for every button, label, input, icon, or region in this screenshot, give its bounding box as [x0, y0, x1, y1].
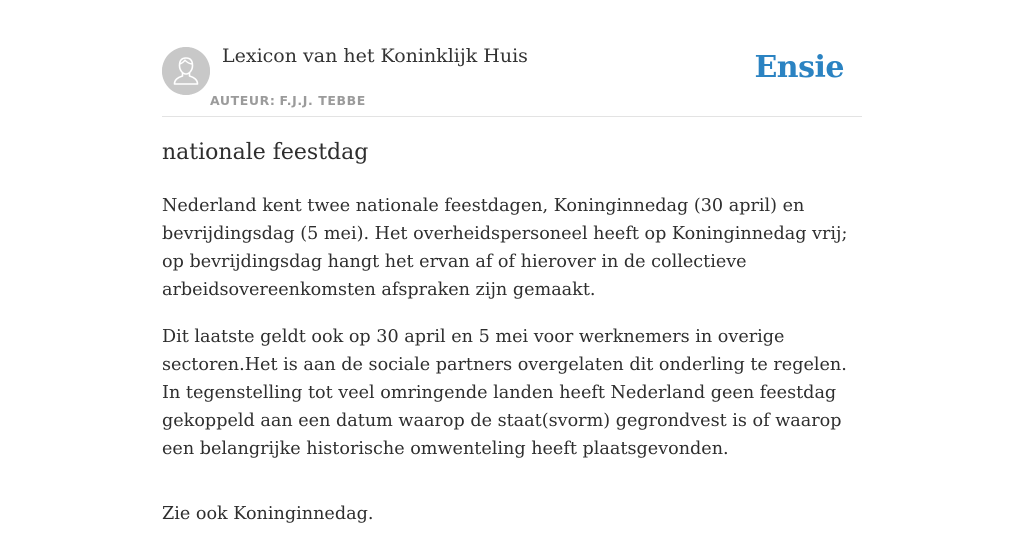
book-title[interactable]: Lexicon van het Koninklijk Huis [222, 45, 528, 67]
entry-title: nationale feestdag [162, 140, 369, 165]
ensie-logo[interactable]: Ensie [754, 50, 844, 85]
user-avatar-icon [162, 47, 210, 95]
entry-paragraph: Nederland kent twee nationale feestdagen, Koninginnedag (30 april) en bevrijdingsdag (5 mei). Het overheidspersoneel heeft op Koninginnedag vrij; op bevrijdingsdag hangt het ervan af of hierover in de collectieve arbeidsovereenkomsten afspraken zijn gemaakt. [162, 196, 848, 300]
author-label: AUTEUR: [210, 93, 276, 108]
see-also-suffix: . [367, 504, 374, 524]
see-also-prefix: Zie ook [162, 504, 234, 524]
see-also-link[interactable]: Koninginnedag [233, 504, 368, 524]
author-line [210, 93, 366, 108]
entry-header [162, 0, 862, 117]
page [162, 0, 862, 524]
entry-body [162, 192, 862, 547]
entry-paragraph: Dit laatste geldt ook op 30 april en 5 mei voor werknemers in overige sectoren.Het is aan de sociale partners overgelaten dit onderling te regelen. In tegenstelling tot veel omringende landen heeft Nederland geen feestdag gekoppeld aan een datum waarop de staat(svorm) gegrondvest is of waarop een belangrijke historische omwenteling heeft plaatsgevonden. [162, 327, 847, 459]
see-also [162, 500, 862, 528]
author-name[interactable]: F.J.J. TEBBE [279, 93, 366, 108]
